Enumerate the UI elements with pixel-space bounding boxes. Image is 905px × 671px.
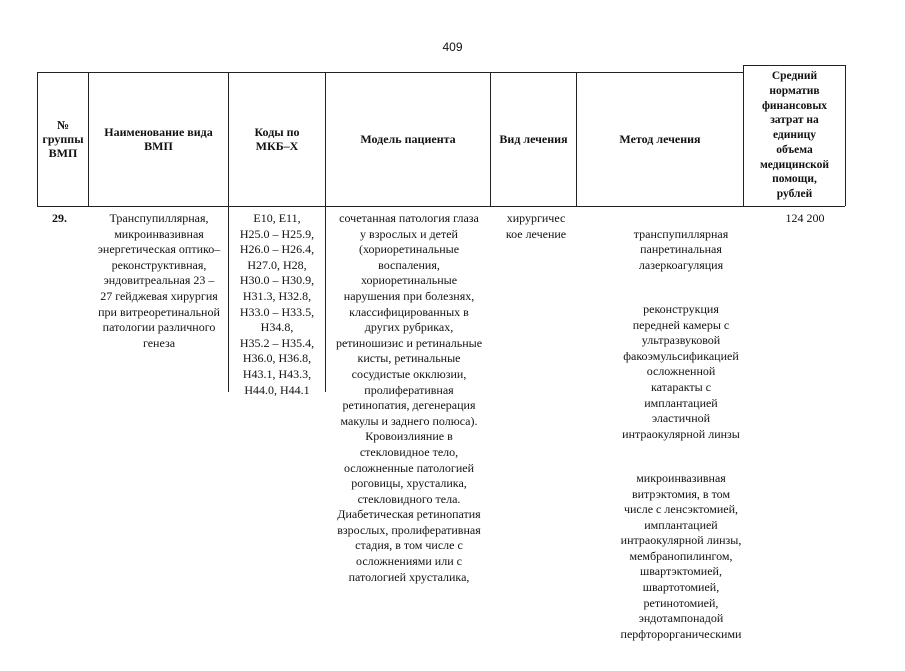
method-item: микроинвазивная витрэктомия, в том числе с ленсэктомией, имплантацией интраокулярной линзы, мембранопилингом, швартэктомией, швартотомией, ретинотомией, эндотампонадой перфторорганическими	[620, 470, 742, 641]
header-icd-codes	[229, 72, 325, 206]
header-average-cost	[744, 65, 845, 206]
header-treatment-method-text: Метод лечения	[619, 132, 701, 146]
row-average-cost: 124 200	[785, 211, 825, 225]
table-right-border	[845, 65, 846, 206]
header-group-number-text: № группы ВМП	[42, 118, 84, 160]
page-number: 409	[442, 40, 463, 54]
header-patient-model	[326, 72, 490, 206]
method-item: реконструкция передней камеры с ультразвуковой факоэмульсификацией осложненной катаракты с имплантацией эластичной интраокулярной линзы	[622, 301, 740, 441]
row-patient-model: сочетанная патология глаза у взрослых и детей (хориоретинальные воспаления, хориоретинальные нарушения при болезнях, классифицированных в других рубриках, ретиношизис и ретинальные кисты, ретинальные сосудистые окклюзии, пролиферативная ретинопатия, дегенерация макулы и заднего полюса). Кровоизлияние в стекловидное тело, осложненные патологией роговицы, хрусталика, стекловидного тела. Диабетическая ретинопатия взрослых, пролиферативная стадия, в том числе с осложнениями или с патологией хрусталика,	[335, 211, 483, 584]
header-icd-codes-text: Коды по МКБ–Х	[254, 125, 300, 153]
header-treatment-method	[577, 72, 743, 206]
row-vmp-name: Транспупиллярная, микроинвазивная энергетическая оптико– реконструктивная, эндовитреальная 23 – 27 гейджевая хирургия при витреоретинальной патологии различного генеза	[97, 211, 221, 350]
row-treatment-methods	[598, 211, 764, 671]
header-average-cost-text: Средний норматив финансовых затрат на единицу объема медицинской помощи, рублей	[759, 69, 830, 201]
header-treatment-type-text: Вид лечения	[499, 132, 568, 146]
row-icd-codes: E10, E11, H25.0 – H25.9, H26.0 – H26.4, H27.0, H28, H30.0 – H30.9, H31.3, H32.8, H33.0 – H33.5, H34.8, H35.2 – H35.4, H36.0, H36.8, H43.1, H43.3, H44.0, H44.1	[239, 211, 315, 397]
header-vmp-name	[89, 72, 228, 206]
header-group-number	[38, 72, 88, 206]
header-treatment-type	[491, 72, 576, 206]
method-item: транспупиллярная панретинальная лазеркоагуляция	[633, 226, 729, 272]
header-bottom-border	[37, 206, 845, 207]
header-patient-model-text: Модель пациента	[360, 132, 456, 146]
header-vmp-name-text: Наименование вида ВМП	[104, 125, 213, 153]
row-group-number: 29.	[52, 211, 67, 225]
row-treatment-type: хирургичес кое лечение	[505, 211, 567, 241]
